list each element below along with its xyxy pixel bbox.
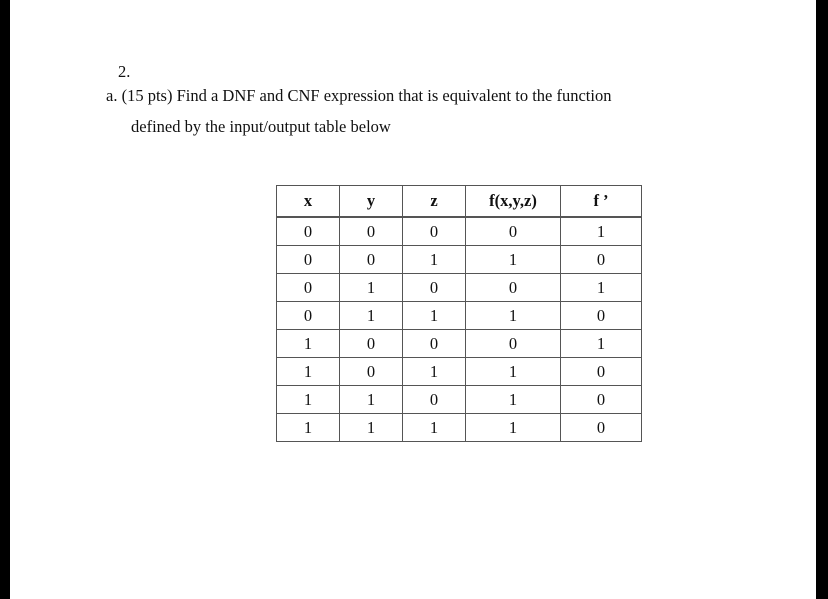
- table-cell: 0: [561, 358, 642, 386]
- table-row: [277, 302, 642, 330]
- table-cell: 0: [340, 217, 403, 246]
- table-cell: 1: [277, 358, 340, 386]
- table-cell: 0: [277, 217, 340, 246]
- table-cell: 0: [340, 330, 403, 358]
- table-cell: 0: [277, 274, 340, 302]
- header-x: x: [277, 186, 340, 218]
- header-f-prime: f ’: [561, 186, 642, 218]
- table-cell: 0: [561, 302, 642, 330]
- table-cell: 1: [277, 330, 340, 358]
- question-text-line-2: defined by the input/output table below: [131, 117, 391, 136]
- table-cell: 0: [466, 274, 561, 302]
- table-cell: 0: [466, 217, 561, 246]
- table-cell: 1: [340, 386, 403, 414]
- table-cell: 0: [277, 302, 340, 330]
- table-cell: 1: [277, 414, 340, 442]
- table-cell: 1: [403, 246, 466, 274]
- table-row: [277, 358, 642, 386]
- table-cell: 1: [403, 302, 466, 330]
- table-cell: 0: [561, 414, 642, 442]
- table-cell: 1: [403, 358, 466, 386]
- table-cell: 0: [277, 246, 340, 274]
- question-text-line-1: a. (15 pts) Find a DNF and CNF expression that is equivalent to the function: [106, 86, 612, 105]
- table-cell: 1: [561, 274, 642, 302]
- table-cell: 0: [561, 386, 642, 414]
- header-y: y: [340, 186, 403, 218]
- table-cell: 0: [403, 217, 466, 246]
- table-cell: 0: [340, 246, 403, 274]
- table-cell: 1: [277, 386, 340, 414]
- table-cell: 0: [340, 358, 403, 386]
- table-cell: 1: [466, 358, 561, 386]
- table-row: [277, 246, 642, 274]
- table-row: [277, 386, 642, 414]
- table-row: [277, 414, 642, 442]
- table-cell: 1: [466, 386, 561, 414]
- header-f: f(x,y,z): [466, 186, 561, 218]
- table-header-row: [277, 186, 642, 218]
- table-row: [277, 330, 642, 358]
- table-cell: 0: [403, 386, 466, 414]
- table-cell: 1: [561, 330, 642, 358]
- table-cell: 0: [561, 246, 642, 274]
- table-cell: 0: [403, 274, 466, 302]
- question-number: 2.: [118, 62, 131, 81]
- table-cell: 0: [466, 330, 561, 358]
- truth-table: [276, 185, 642, 442]
- header-z: z: [403, 186, 466, 218]
- table-row: [277, 274, 642, 302]
- table-cell: 1: [466, 302, 561, 330]
- table-cell: 1: [466, 246, 561, 274]
- table-cell: 1: [561, 217, 642, 246]
- table-cell: 0: [403, 330, 466, 358]
- table-row: [277, 217, 642, 246]
- table-cell: 1: [340, 274, 403, 302]
- table-cell: 1: [466, 414, 561, 442]
- table-cell: 1: [340, 302, 403, 330]
- table-cell: 1: [403, 414, 466, 442]
- table-cell: 1: [340, 414, 403, 442]
- document-page: [10, 0, 816, 599]
